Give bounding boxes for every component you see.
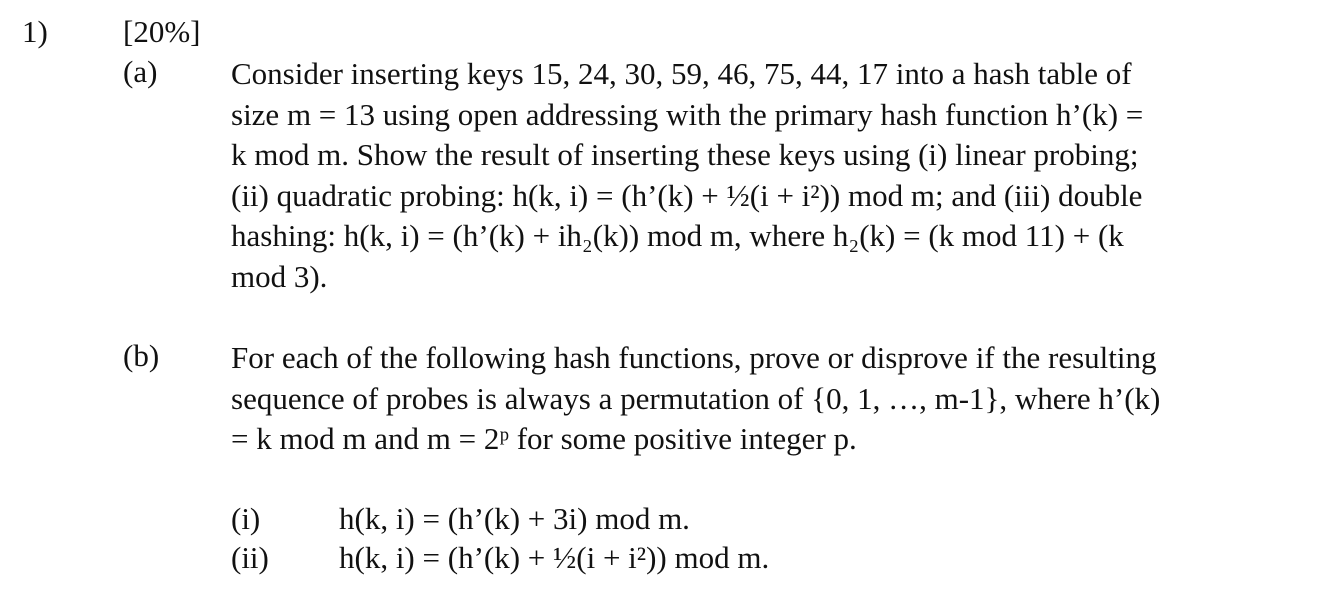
- subpart-i-label: (i): [231, 501, 261, 536]
- part-b-label: (b): [123, 338, 160, 373]
- subpart-i-formula: h(k, i) = (h’(k) + 3i) mod m.: [339, 501, 690, 536]
- part-b-line: = k mod m and m = 2ᵖ for some positive integer p.: [231, 421, 857, 456]
- part-b-paragraph: [231, 338, 1313, 460]
- part-a-paragraph: [231, 54, 1313, 297]
- part-a-line: mod 3).: [231, 258, 328, 294]
- part-a-line: size m = 13 using open addressing with the primary hash function h’(k) =: [231, 96, 1144, 132]
- part-a-line: hashing: h(k, i) = (h’(k) + ih₂(k)) mod m, where h₂(k) = (k mod 11) + (k: [231, 218, 1124, 253]
- question-weight: [20%]: [123, 14, 201, 49]
- part-a-line: Consider inserting keys 15, 24, 30, 59, 46, 75, 44, 17 into a hash table of: [231, 56, 1132, 91]
- part-a-line: (ii) quadratic probing: h(k, i) = (h’(k) + ½(i + i²)) mod m; and (iii) double: [231, 177, 1143, 213]
- part-b-line: For each of the following hash functions, prove or disprove if the resulting: [231, 340, 1157, 375]
- question-number: 1): [22, 14, 48, 49]
- part-a-label: (a): [123, 54, 158, 89]
- part-b-line: sequence of probes is always a permutation of {0, 1, …, m-1}, where h’(k): [231, 380, 1161, 416]
- part-a-line: k mod m. Show the result of inserting these keys using (i) linear probing;: [231, 137, 1139, 172]
- subpart-ii-label: (ii): [231, 540, 269, 575]
- subpart-ii-formula: h(k, i) = (h’(k) + ½(i + i²)) mod m.: [339, 540, 770, 575]
